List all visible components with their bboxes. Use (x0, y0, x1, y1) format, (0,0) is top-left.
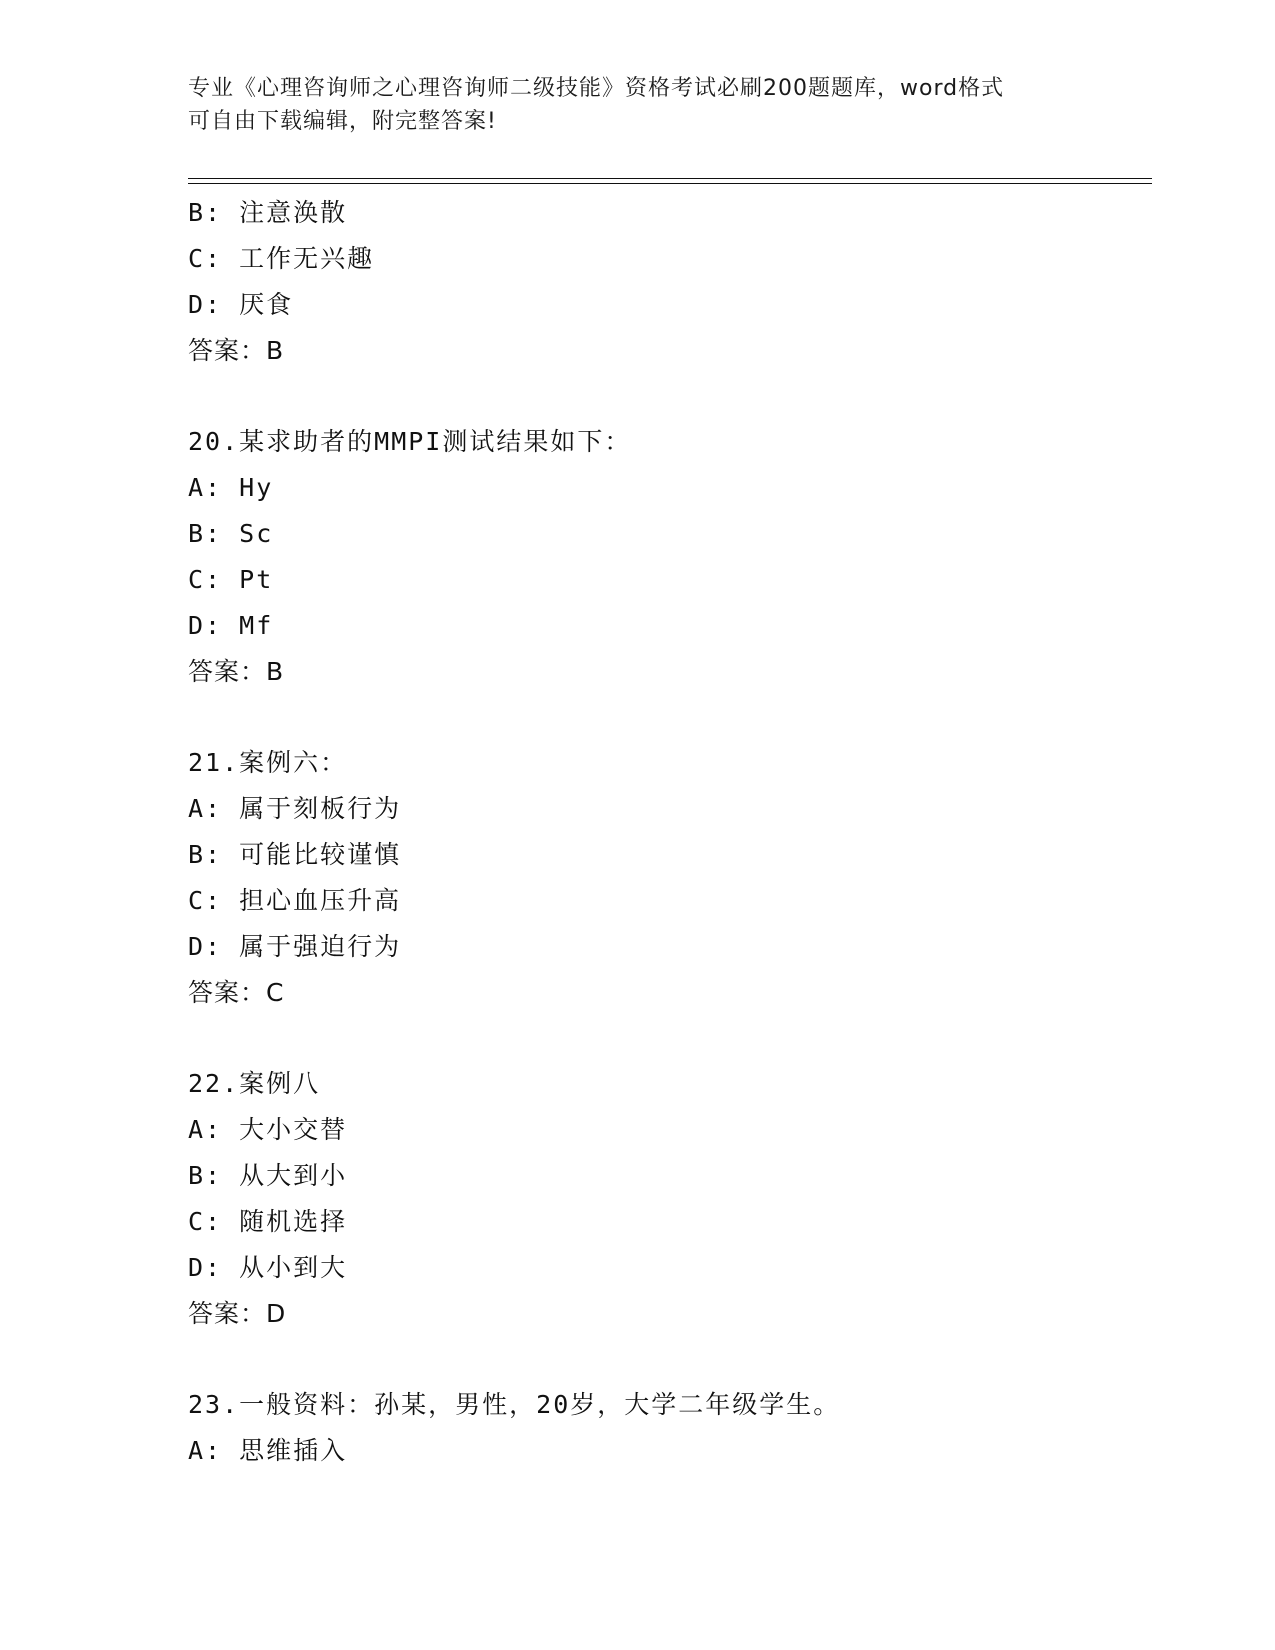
header-divider-top (188, 178, 1152, 179)
option-a: A: 思维插入 (188, 1436, 348, 1465)
option-b: B: Sc (188, 519, 274, 548)
answer: 答案：C (188, 978, 285, 1007)
header-title-line-2: 可自由下载编辑，附完整答案! (188, 109, 497, 134)
option-b: B: 注意涣散 (188, 198, 348, 227)
header-title-line-1: 专业《心理咨询师之心理咨询师二级技能》资格考试必刷200题题库，word格式 (188, 76, 1005, 101)
answer: 答案：B (188, 336, 285, 365)
question-21 (188, 740, 1148, 1016)
question-20 (188, 419, 1148, 695)
question-stem: 21.案例六： (188, 748, 348, 777)
option-d: D: 从小到大 (188, 1253, 348, 1282)
question-23 (188, 1382, 1148, 1474)
header-divider-bottom (188, 183, 1152, 184)
question-list (188, 190, 1148, 1474)
answer: 答案：B (188, 657, 285, 686)
question-stem: 20.某求助者的MMPI测试结果如下： (188, 427, 632, 456)
option-c: C: 随机选择 (188, 1207, 348, 1236)
option-a: A: 属于刻板行为 (188, 794, 402, 823)
option-c: C: 担心血压升高 (188, 886, 402, 915)
option-c: C: Pt (188, 565, 274, 594)
option-d: D: Mf (188, 611, 274, 640)
question-continuation (188, 190, 1148, 374)
option-b: B: 可能比较谨慎 (188, 840, 402, 869)
option-a: A: Hy (188, 473, 274, 502)
answer: 答案：D (188, 1299, 287, 1328)
option-a: A: 大小交替 (188, 1115, 348, 1144)
option-d: D: 厌食 (188, 290, 294, 319)
question-stem: 22.案例八 (188, 1069, 321, 1098)
question-22 (188, 1061, 1148, 1337)
option-d: D: 属于强迫行为 (188, 932, 402, 961)
document-header (188, 72, 1088, 138)
option-b: B: 从大到小 (188, 1161, 348, 1190)
option-c: C: 工作无兴趣 (188, 244, 375, 273)
question-stem: 23.一般资料：孙某，男性，20岁，大学二年级学生。 (188, 1390, 841, 1419)
